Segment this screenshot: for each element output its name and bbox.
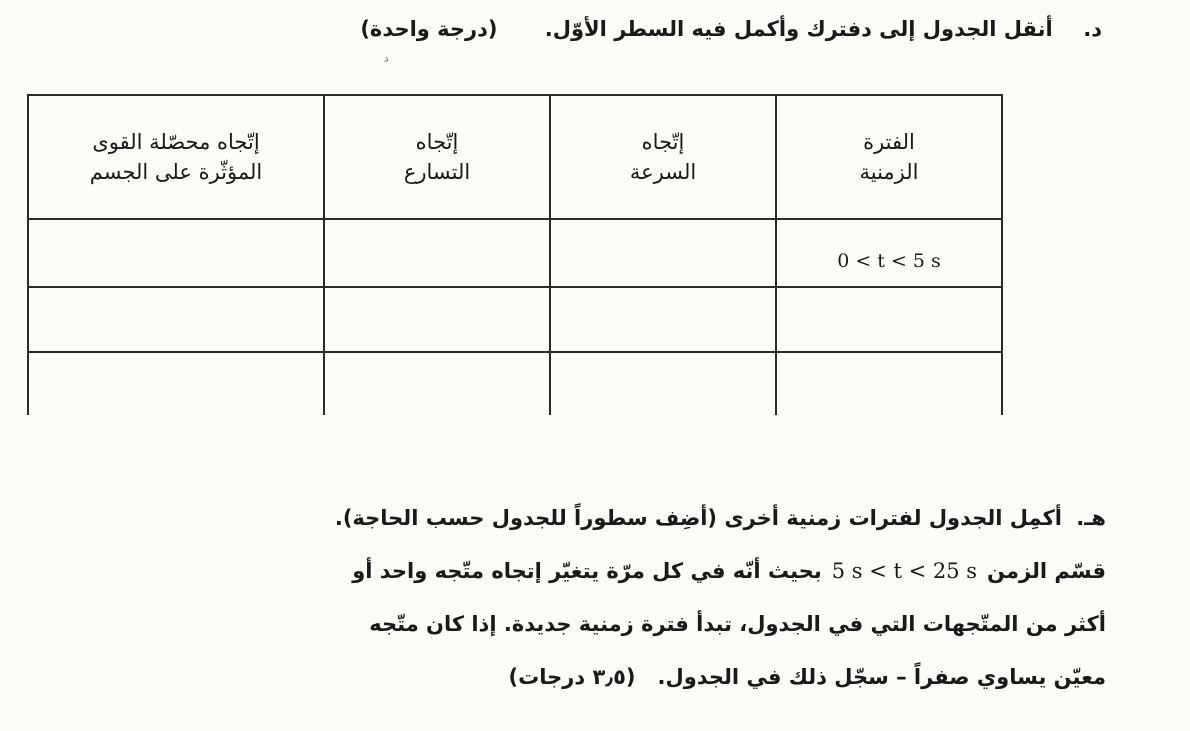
table-cell [28, 219, 324, 287]
stray-pen-mark: › [381, 51, 393, 69]
question-h-line-1 [80, 492, 1106, 545]
header-acceleration-direction: إتّجاه التسارع [324, 95, 550, 219]
table-cell [28, 287, 324, 352]
header-time-interval: الفترة الزمنية [776, 95, 1002, 219]
question-d [60, 14, 1102, 44]
question-letter: د. [1083, 17, 1102, 41]
question-h-text-2b: بحيث أنّه في كل مرّة يتغيّر إتجاه متّجه واحد أو [352, 559, 822, 583]
question-letter: هـ. [1076, 506, 1106, 530]
question-h-text-2a: قسّم الزمن [987, 559, 1106, 583]
table-cell [550, 219, 776, 287]
question-grade: (درجة واحدة) [360, 17, 498, 41]
time-interval-value: 0 < t < 5 s [837, 250, 941, 272]
table-cell [550, 287, 776, 352]
header-net-force-direction: إتّجاه محصّلة القوى المؤثّرة على الجسم [28, 95, 324, 219]
question-grade: (٣٫٥ درجات) [508, 665, 636, 689]
table-header-row [28, 95, 1002, 219]
question-h-text-4: معيّن يساوي صفراً – سجّل ذلك في الجدول. [657, 665, 1106, 689]
table-row [28, 219, 1002, 287]
time-range-math: 5 s < t < 25 s [831, 559, 978, 583]
table-cell [324, 287, 550, 352]
table-cell [550, 352, 776, 415]
table-cell [776, 287, 1002, 352]
answer-table [27, 94, 1003, 415]
table-cell [776, 352, 1002, 415]
table-row [28, 352, 1002, 415]
question-h-text-3: أكثر من المتّجهات التي في الجدول، تبدأ فترة زمنية جديدة. إذا كان متّجه [369, 612, 1106, 636]
question-h-line-2 [80, 545, 1106, 598]
question-h-text-1: أكمِل الجدول لفترات زمنية أخرى (أضِف سطوراً للجدول حسب الحاجة). [334, 506, 1062, 530]
question-h [80, 492, 1106, 704]
table-cell [776, 219, 1002, 287]
question-h-line-3 [80, 598, 1106, 651]
table-cell [324, 352, 550, 415]
header-velocity-direction: إتّجاه السرعة [550, 95, 776, 219]
question-instruction: أنقل الجدول إلى دفترك وأكمل فيه السطر الأوّل. [544, 17, 1053, 41]
question-h-line-4 [80, 651, 1106, 704]
table-row [28, 287, 1002, 352]
table-cell [324, 219, 550, 287]
table-cell [28, 352, 324, 415]
